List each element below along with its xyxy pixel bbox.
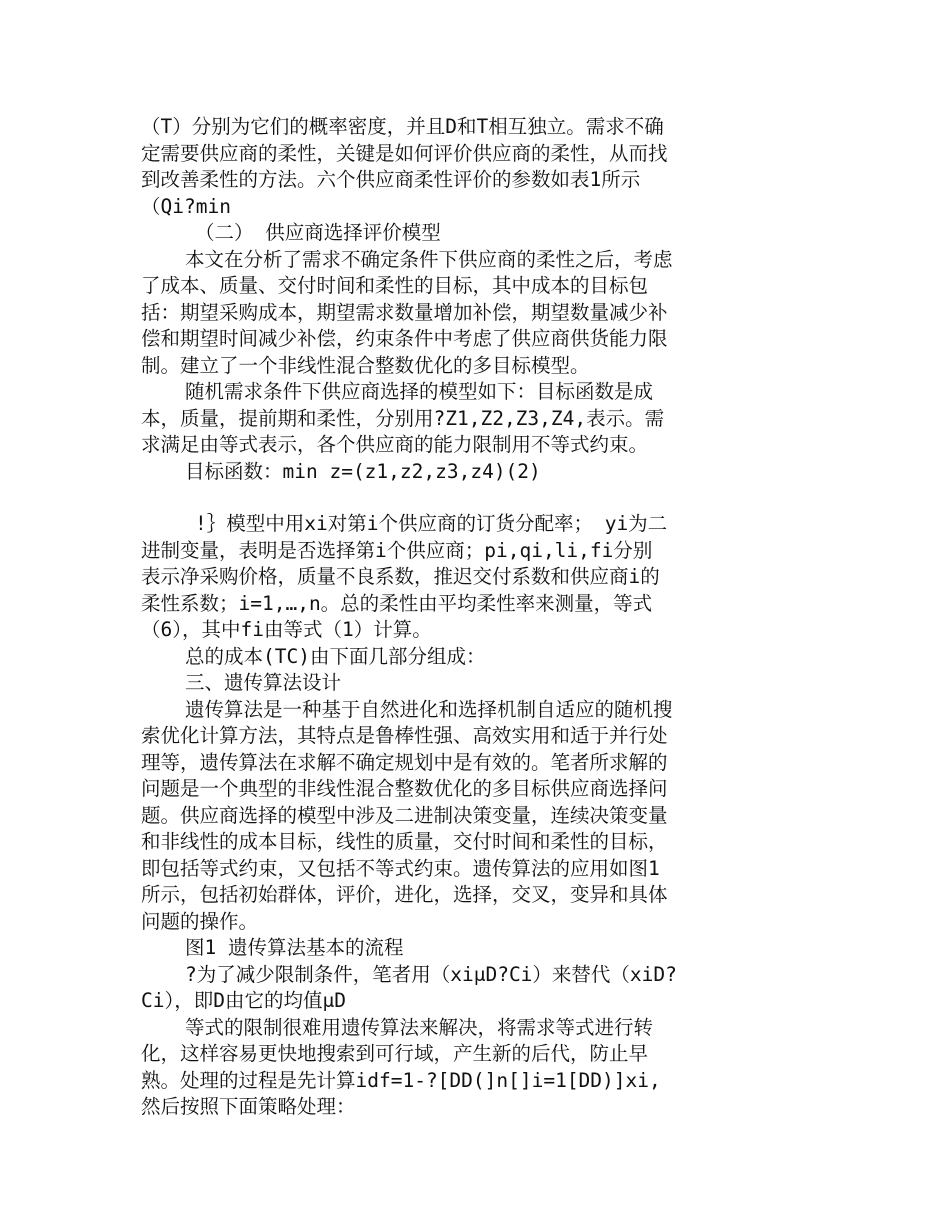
figure-caption: 图1 遗传算法基本的流程 bbox=[185, 936, 404, 959]
text-line: （Qi?min bbox=[141, 194, 231, 218]
text-line: 偿和期望时间减少补偿，约束条件中考虑了供应商供货能力限 bbox=[141, 327, 668, 350]
document-body bbox=[141, 114, 751, 1121]
text-line: 然后按照下面策略处理： bbox=[141, 1095, 356, 1118]
text-line: 进制变量，表明是否选择第i个供应商；pi,qi,li,fi分别 bbox=[141, 538, 653, 562]
text-line: 遗传算法是一种基于自然进化和选择机制自适应的随机搜 bbox=[185, 697, 673, 721]
text-line: 等式的限制很难用遗传算法来解决，将需求等式进行转 bbox=[185, 1015, 654, 1039]
formula-line: 目标函数：min z=(z1,z2,z3,z4)(2) bbox=[185, 459, 541, 483]
text-line: ?为了减少限制条件，笔者用（xiμD?Ci）来替代（xiD? bbox=[185, 962, 677, 986]
text-line: 问题的操作。 bbox=[141, 909, 259, 933]
blank-gap bbox=[141, 485, 751, 511]
text-line: 表示净采购价格，质量不良系数，推迟交付系数和供应商i的 bbox=[141, 565, 660, 588]
text-line: 问题是一个典型的非线性混合整数优化的多目标供应商选择问 bbox=[141, 777, 668, 800]
text-line: 制。建立了一个非线性混合整数优化的多目标模型。 bbox=[141, 353, 590, 377]
text-line: Ci），即D由它的均值μD bbox=[141, 989, 346, 1012]
text-line: 了成本、质量、交付时间和柔性的目标，其中成本的目标包 bbox=[141, 274, 649, 297]
text-line: 熟。处理的过程是先计算idf=1-?[DD(]n[]i=1[DD)]xi, bbox=[141, 1068, 661, 1092]
text-line: 定需要供应商的柔性，关键是如何评价供应商的柔性，从而找 bbox=[141, 141, 668, 165]
text-line: 和非线性的成本目标，线性的质量，交付时间和柔性的目标， bbox=[141, 830, 668, 853]
text-line: 本文在分析了需求不确定条件下供应商的柔性之后，考虑 bbox=[185, 247, 673, 271]
text-line: （T）分别为它们的概率密度，并且D和T相互独立。需求不确 bbox=[141, 115, 664, 138]
text-line: 到改善柔性的方法。六个供应商柔性评价的参数如表1所示 bbox=[141, 168, 641, 191]
text-line: 柔性系数；i=1,…,n。总的柔性由平均柔性率来测量，等式 bbox=[141, 591, 653, 615]
text-line: 本，质量，提前期和柔性，分别用?Z1,Z2,Z3,Z4,表示。需 bbox=[141, 406, 665, 430]
text-line: 理等，遗传算法在求解不确定规划中是有效的。笔者所求解的 bbox=[141, 750, 668, 774]
text-line: （6），其中fi由等式（1）计算。 bbox=[141, 618, 432, 641]
text-line: 索优化计算方法，其特点是鲁棒性强、高效实用和适于并行处 bbox=[141, 724, 668, 747]
text-line: 括：期望采购成本，期望需求数量增加补偿，期望数量减少补 bbox=[141, 300, 668, 324]
text-line: 所示，包括初始群体，评价，进化，选择，交叉，变异和具体 bbox=[141, 883, 668, 906]
text-line: !｝模型中用xi对第i个供应商的订货分配率； yi为二 bbox=[195, 512, 668, 535]
text-line: 即包括等式约束，又包括不等式约束。遗传算法的应用如图1 bbox=[141, 856, 660, 880]
text-line: 题。供应商选择的模型中涉及二进制决策变量，连续决策变量 bbox=[141, 803, 668, 827]
text-line: 求满足由等式表示，各个供应商的能力限制用不等式约束。 bbox=[141, 433, 649, 456]
text-line: 随机需求条件下供应商选择的模型如下：目标函数是成 bbox=[185, 380, 654, 403]
section-heading: （二） 供应商选择评价模型 bbox=[195, 221, 441, 244]
text-line: 化，这样容易更快地搜索到可行域，产生新的后代，防止早 bbox=[141, 1042, 649, 1065]
section-heading: 三、遗传算法设计 bbox=[185, 671, 342, 694]
text-line: 总的成本(TC)由下面几部分组成： bbox=[185, 644, 486, 668]
